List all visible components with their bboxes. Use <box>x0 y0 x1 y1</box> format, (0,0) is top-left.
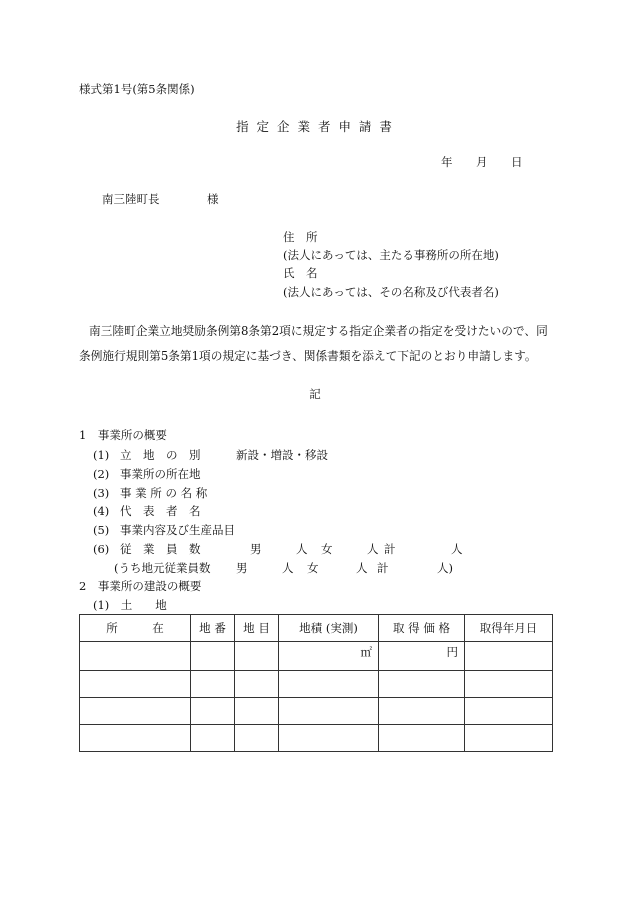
table-cell[interactable] <box>80 642 191 671</box>
table-cell[interactable] <box>80 671 191 698</box>
employees-unit: 人 <box>296 542 308 556</box>
employees-male: 男 <box>250 542 262 556</box>
item-label: 代 表 者 名 <box>120 504 201 518</box>
table-cell[interactable] <box>379 725 465 752</box>
area-unit[interactable]: ㎡ <box>279 642 379 671</box>
body-line-2: 条例施行規則第5条第1項の規定に基づき、関係書類を添えて下記のとおり申請します。 <box>79 349 537 363</box>
addressee-honorific: 様 <box>207 192 219 206</box>
employees-total: 計 <box>384 542 396 556</box>
local-female: 女 <box>307 561 319 575</box>
land-subheading: (1) 土 地 <box>93 598 167 612</box>
table-cell[interactable] <box>279 698 379 725</box>
land-table <box>79 614 553 752</box>
item-num: (2) <box>93 467 110 481</box>
employees-female: 女 <box>321 542 333 556</box>
item-label: 事業内容及び生産品目 <box>120 523 235 537</box>
local-unit: 人) <box>437 561 453 575</box>
price-unit[interactable]: 円 <box>379 642 465 671</box>
table-cell[interactable] <box>80 725 191 752</box>
item-num: (4) <box>93 504 110 518</box>
table-cell[interactable] <box>465 671 553 698</box>
ki-heading: 記 <box>309 387 321 401</box>
document-title: 指 定 企 業 者 申 請 書 <box>236 119 394 134</box>
item-num: (6) <box>93 542 110 556</box>
column-header: 地 目 <box>235 615 279 642</box>
applicant-address-note: (法人にあっては、主たる事務所の所在地) <box>283 248 499 262</box>
table-cell[interactable] <box>191 725 235 752</box>
table-header-row <box>80 615 553 642</box>
item-num: (3) <box>93 486 110 500</box>
item-value: 新設・増設・移設 <box>236 448 328 462</box>
table-cell[interactable] <box>235 642 279 671</box>
addressee-name: 南三陸町長 <box>102 192 160 206</box>
table-row <box>80 698 553 725</box>
table-cell[interactable] <box>465 698 553 725</box>
column-header: 取 得 価 格 <box>379 615 465 642</box>
local-total: 計 <box>377 561 389 575</box>
table-cell[interactable] <box>279 725 379 752</box>
employees-unit: 人 <box>451 542 463 556</box>
table-cell[interactable] <box>191 698 235 725</box>
applicant-name-note: (法人にあっては、その名称及び代表者名) <box>283 285 499 299</box>
column-header: 所 在 <box>80 615 191 642</box>
table-cell[interactable] <box>191 642 235 671</box>
employees-label: 従 業 員 数 <box>120 542 201 556</box>
date-year: 年 <box>441 155 453 169</box>
table-cell[interactable] <box>235 671 279 698</box>
item-label: 事 業 所 の 名 称 <box>120 486 208 500</box>
column-header: 地 番 <box>191 615 235 642</box>
table-cell[interactable] <box>379 671 465 698</box>
item-num: (5) <box>93 523 110 537</box>
item-num: (1) <box>93 448 110 462</box>
item-label: 事業所の所在地 <box>120 467 201 481</box>
table-row <box>80 725 553 752</box>
section1-heading: 1 事業所の概要 <box>79 428 167 442</box>
local-employees-label: (うち地元従業員数 <box>114 561 211 575</box>
local-unit: 人 <box>282 561 294 575</box>
table-cell[interactable] <box>465 642 553 671</box>
table-cell[interactable] <box>235 698 279 725</box>
date-month: 月 <box>476 155 488 169</box>
table-cell[interactable] <box>80 698 191 725</box>
table-cell[interactable] <box>235 725 279 752</box>
table-row <box>80 671 553 698</box>
table-cell[interactable] <box>379 698 465 725</box>
local-unit: 人 <box>356 561 368 575</box>
table-cell[interactable] <box>191 671 235 698</box>
body-line-1: 南三陸町企業立地奨励条例第8条第2項に規定する指定企業者の指定を受けたいので、同 <box>89 324 548 338</box>
employees-unit: 人 <box>367 542 379 556</box>
date-day: 日 <box>511 155 523 169</box>
table-cell[interactable] <box>465 725 553 752</box>
applicant-address-label: 住 所 <box>283 230 318 244</box>
column-header: 取得年月日 <box>465 615 553 642</box>
applicant-name-label: 氏 名 <box>283 266 318 280</box>
form-number: 様式第1号(第5条関係) <box>79 82 195 96</box>
section2-heading: 2 事業所の建設の概要 <box>79 579 202 593</box>
table-cell[interactable] <box>279 671 379 698</box>
table-row <box>80 642 553 671</box>
item-label: 立 地 の 別 <box>120 448 201 462</box>
local-male: 男 <box>236 561 248 575</box>
column-header: 地積 (実測) <box>279 615 379 642</box>
